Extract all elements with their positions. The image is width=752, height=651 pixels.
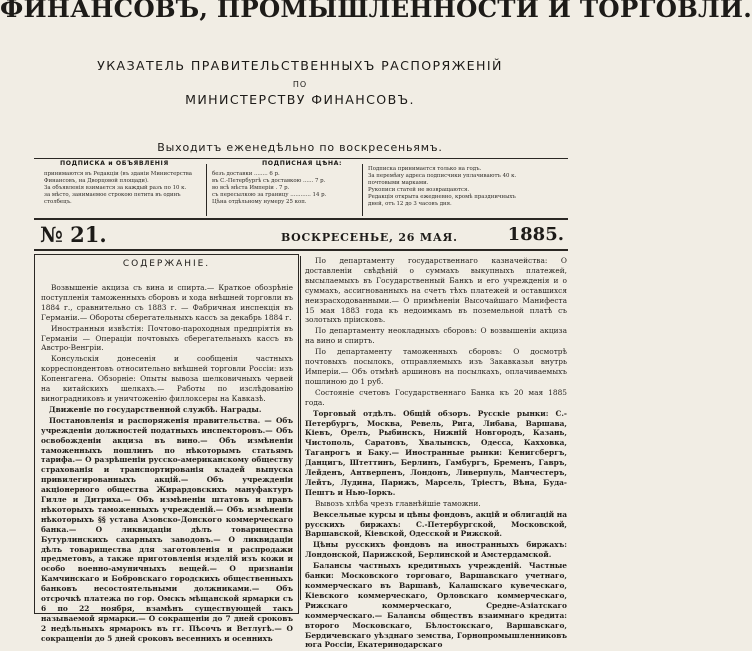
contents-section-heading: Балансы частныхъ кредитныхъ учрежденій. Частные банки: Московского торговаго, Варшавскаго учетнаго, коммерческаго въ Варшавѣ, Калашскаго кувеческаго, Кіевского коммерческаго, Орловскаго коммерческаго, Рижскаго коммерческаго, Средне-Азіатскаго коммерческаго.— Балансы обществъ взаимнаго кредита: второго Московскаго, Бѣлостокскаго, Варшавскаго, Бердичевскаго уѣзднаго земства, Горнопромышленниковъ юга Россіи, Екатеринодарскаго bbox=[305, 561, 567, 650]
subscription-line: дней, отъ 12 до 3 часовъ дня. bbox=[368, 201, 452, 207]
contents-title: СОДЕРЖАНІЕ. bbox=[122, 259, 211, 269]
contents-section-heading: Постановленія и распоряженія правительства. — Объ учрежденіи должностей податныхъ инспекторовъ.— Объ освобожденіи акциза въ вино.— Объ измѣненіи таможенныхъ пошлинъ по нѣкоторымъ статьямъ тарифа.— О разрѣшеніи русско-американскому обществу страхованія и транспортированія кладей выпуска привилегированныхъ акцій.— Объ учрежденіи акціонерного общества Жирардовскихъ мануфактуръ Гилле и Дитриха.— Объ измѣненіи штатовъ и правъ нѣкоторыхъ таможенныхъ учрежденій.— Объ измѣненіи нѣкоторыхъ §§ устава Азовско-Донского коммерческаго банка.— О ликвидаціи дѣлъ товарищества Бутурлинскихъ сахарныхъ заводовъ.— О ликвидаціи дѣлъ товарищества для заготовленія и распродажи предметовъ, а также приготовленія изделій изъ кожи и особо военно-амуничныхъ вещей.— О признаніи Камчинскаго и Бобровскаго городскихъ общественныхъ банковъ несостоятельными должниками.— Объ отсрочкѣ платежа по гор. Омскъ мѣщанской ярмарки съ 6 по 22 ноября, взамѣнъ существующей такъ называемой ярмарки.— О сокращеніи до 7 дней сроковъ 2 недѣльныхъ ярмарокъ въ гг. Пѣсочъ и Ветлугѣ.— О сокращеніи до 5 дней сроковъ весеннихъ и осеннихъ bbox=[41, 415, 293, 643]
subscription-line: столбецъ. bbox=[44, 199, 72, 205]
subscription-line: почтовыми марками. bbox=[368, 180, 429, 186]
subscription-line: Подписка принимается только на годъ. bbox=[368, 166, 482, 172]
contents-paragraph: По департаменту таможенныхъ сборовъ: О досмотрѣ почтовыхъ посылокъ, отправляемыхъ изъ Закавказья внутрь Имперіи.— Объ отмѣнѣ аршиновъ на посылкахъ, оплачиваемыхъ пошлиною до 1 руб. bbox=[305, 347, 567, 386]
subscription-line: Цѣна отдѣльному нумеру 25 коп. bbox=[212, 199, 307, 205]
subscription-line: Редакція открыта ежедневно, кромѣ праздничныхъ bbox=[368, 194, 516, 200]
masthead-title: ФИНАНСОВЪ, ПРОМЫШЛЕННОСТИ И ТОРГОВЛИ. bbox=[0, 0, 752, 23]
masthead-subtitle-po: ПО bbox=[292, 80, 308, 89]
contents-left-column bbox=[41, 283, 293, 645]
contents-section-heading: Вексельные курсы и цѣны фондовъ, акцій и облигацій на русскихъ биржахъ: С.-Петербургской, Московской, Варшавской, Кіевской, Одесской и Рижской. bbox=[305, 509, 567, 539]
issue-number: № 21. bbox=[40, 222, 107, 247]
subscription-line: безъ доставки ........ 6 р. bbox=[212, 171, 280, 177]
subscription-line: за мѣсто, занимаемое строкою петита въ одинъ bbox=[44, 192, 181, 198]
subscription-line: Рукописи статей не возвращаются. bbox=[368, 187, 470, 193]
contents-paragraph: По департаменту государственнаго казначейства: О доставленіи свѣдѣній о суммахъ выкупныхъ платежей, высылаемыхъ въ Государственный Банкъ и его учрежденія и о суммахъ, ассигнованныхъ на счетъ тѣхъ платежей и оставшихся неизрасходованными.— О примѣненіи Высочайшаго Манифеста 15 мая 1883 года къ недоимкамъ въ поземельной платѣ съ золотыхъ пріисковъ. bbox=[305, 256, 567, 325]
issue-year: 1885. bbox=[507, 224, 564, 245]
contents-paragraph: Вывозъ хлѣба чрезъ главнѣйшіе таможни. bbox=[315, 498, 481, 508]
contents-section-heading: Цѣны русскихъ фондовъ на иностранныхъ биржахъ: Лондонской, Парижской, Берлинской и Амстердамской. bbox=[305, 540, 567, 560]
subscription-price-heading: ПОДПИСНАЯ ЦѢНА: bbox=[262, 160, 343, 167]
header-divider-bottom bbox=[34, 218, 568, 220]
subscription-line: въ С.-Петербургѣ съ доставкою ...... 7 р. bbox=[212, 178, 326, 184]
issue-info bbox=[34, 222, 568, 246]
publication-frequency: Выходитъ еженедѣльно по воскресеньямъ. bbox=[157, 141, 443, 154]
subscription-ads-text bbox=[44, 171, 204, 206]
contents-paragraph: Состояніе счетовъ Государственнаго Банка къ 20 мая 1885 года. bbox=[305, 387, 567, 407]
issue-divider bbox=[34, 249, 568, 251]
issue-date: ВОСКРЕСЕНЬЕ, 26 МАЯ. bbox=[281, 231, 458, 244]
contents-box bbox=[34, 254, 299, 643]
header-divider-top bbox=[34, 158, 568, 159]
contents-paragraph: Иностранныя извѣстія: Почтово-пароходныя предпріятія въ Германіи — Операціи почтовыхъ сберегательныхъ кассъ въ Австро-Венгріи. bbox=[41, 323, 293, 353]
subscription-line: принимаются въ Редакціи (въ зданіи Министерства bbox=[44, 171, 193, 177]
subscription-price-text bbox=[212, 171, 358, 206]
masthead-ministry: МИНИСТЕРСТВУ ФИНАНСОВЪ. bbox=[185, 92, 415, 107]
subscription-line: во всѣ мѣста Имперіи . 7 р. bbox=[212, 185, 290, 191]
subscription-line: съ пересылкою за границу ............ 14 р. bbox=[212, 192, 327, 198]
masthead-subtitle: УКАЗАТЕЛЬ ПРАВИТЕЛЬСТВЕННЫХЪ РАСПОРЯЖЕНІЙ bbox=[97, 58, 503, 73]
contents-paragraph: Консульскія донесенія и сообщенія частныхъ корреспондентовъ относительно внѣшней торговли Россіи: изъ Копенгагена. Обзорніе: Опыты вывоза шелковичныхъ червей на китайскихъ шелкахъ.— Работы по изслѣдованію виноградниковъ и уничтоженію филлоксеры на Кавказѣ. bbox=[41, 354, 293, 403]
subscription-line: За объявленія взимается за каждый разъ по 10 к. bbox=[44, 185, 187, 191]
subscription-line: Финансовъ, на Дворцовой площади). bbox=[44, 178, 149, 184]
contents-section-heading: Торговый отдѣлъ. Общій обзоръ. Русскіе рынки: С.-Петербургъ, Москва, Ревель, Рига, Либава, Варшава, Кіевъ, Орелъ, Рыбинскъ, Нижній Новгородъ, Казань, Чистополь, Саратовъ, Хвалынскъ, Одесса, Кахховка, Таганрогъ и Баку.— Иностранные рынки: Кенигсбергъ, Данцигъ, Штеттинъ, Берлинъ, Гамбургъ, Бременъ, Гавръ, Лейденъ, Антверпенъ, Лондонъ, Ливерпуль, Манчестеръ, Лейтъ, Лудина, Парижъ, Марсель, Тріестъ, Вѣна, Буда-Пештъ и Нью-Іоркъ. bbox=[305, 408, 567, 497]
contents-paragraph: Возвышеніе акциза съ вина и спирта.— Краткое обозрѣніе поступленія таможенныхъ сборовъ и хода внѣшней торговли въ 1884 г., сравнительно съ 1883 г. — Фабричная инспекція въ Германіи.— Обороты сберегательныхъ кассъ за декабрь 1884 г. bbox=[41, 283, 293, 322]
contents-right-column bbox=[305, 256, 567, 651]
subscription-notes-text bbox=[368, 166, 566, 208]
column-divider bbox=[300, 256, 301, 600]
column-divider bbox=[362, 164, 363, 216]
contents-section-heading: Движеніе по государственной службѣ. Награды. bbox=[49, 404, 262, 414]
column-divider bbox=[206, 164, 207, 216]
contents-paragraph: По департаменту неокладныхъ сборовъ: О возвышеніи акциза на вино и спиртъ. bbox=[305, 326, 567, 346]
subscription-ads-heading: ПОДПИСКА и ОБЪЯВЛЕНІЯ bbox=[60, 160, 169, 167]
subscription-line: За перемѣну адреса подписчики уплачиваютъ 40 к. bbox=[368, 173, 517, 179]
